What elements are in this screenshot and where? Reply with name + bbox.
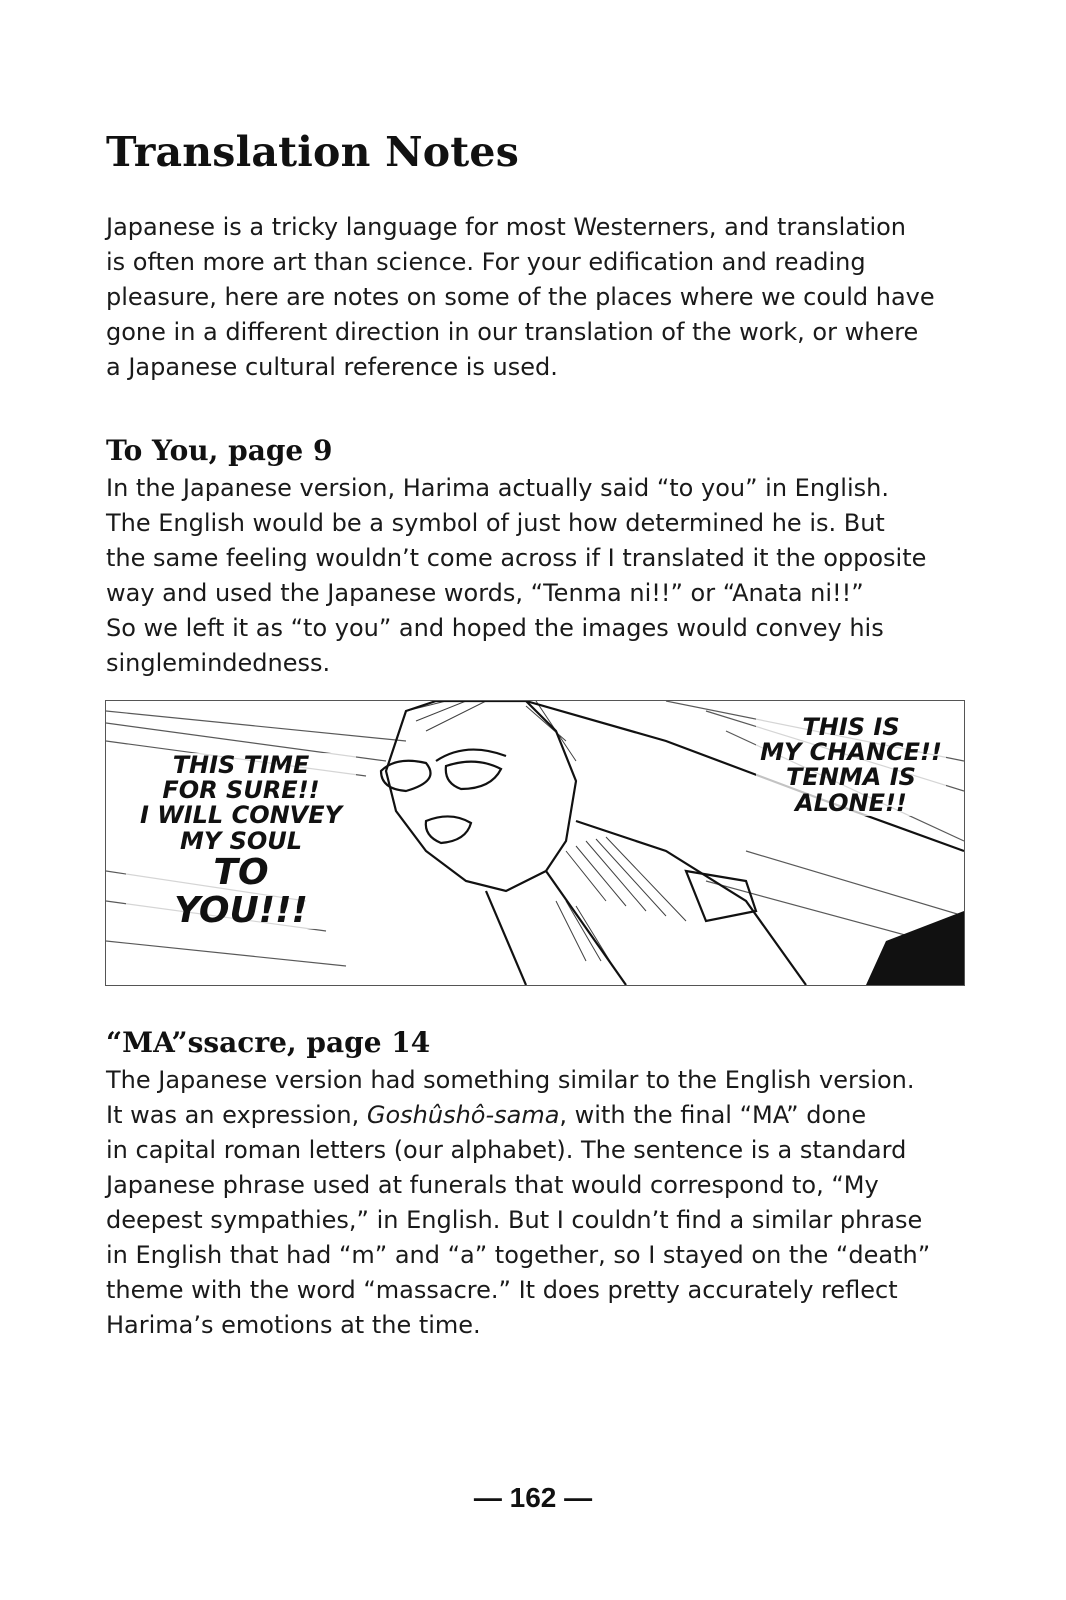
intro-line: Japanese is a tricky language for most Westerners, and translation (106, 213, 907, 241)
bubble-line: MY SOUL (179, 826, 303, 855)
right-speech-bubble (756, 715, 946, 816)
intro-line: a Japanese cultural reference is used. (106, 353, 558, 381)
note-line: In the Japanese version, Harima actually said “to you” in English. (106, 474, 889, 502)
intro-line: is often more art than science. For your edification and reading (106, 248, 866, 276)
bubble-line: I WILL CONVEY (139, 801, 343, 830)
note-line: singlemindedness. (106, 649, 331, 677)
intro-line: pleasure, here are notes on some of the places where we could have (106, 283, 935, 311)
note-text: It was an expression, (106, 1101, 367, 1129)
note-line: So we left it as “to you” and hoped the images would convey his (106, 614, 884, 642)
left-speech-bubble (126, 753, 356, 929)
note-body-to-you (106, 471, 986, 681)
note-line: way and used the Japanese words, “Tenma ni!!” or “Anata ni!!” (106, 579, 864, 607)
note-line: in capital roman letters (our alphabet). The sentence is a standard (106, 1136, 907, 1164)
bubble-line-emphasis: TO (213, 851, 269, 893)
note-line (106, 1098, 986, 1133)
note-line: Japanese phrase used at funerals that would correspond to, “My (106, 1171, 879, 1199)
bubble-line: MY CHANCE!! (760, 738, 942, 767)
note-heading-to-you: To You, page 9 (106, 434, 333, 467)
note-body-massacre (106, 1063, 986, 1343)
bubble-line: TENMA IS (786, 763, 916, 792)
note-line: Harima’s emotions at the time. (106, 1311, 481, 1339)
note-line: theme with the word “massacre.” It does pretty accurately reflect (106, 1276, 898, 1304)
note-line: The Japanese version had something similar to the English version. (106, 1066, 915, 1094)
note-italic-term: Goshûshô-sama (366, 1101, 560, 1129)
bubble-line: THIS TIME (172, 751, 310, 779)
intro-paragraph (106, 210, 986, 385)
page-title: Translation Notes (106, 128, 519, 176)
note-line: the same feeling wouldn’t come across if I translated it the opposite (106, 544, 927, 572)
intro-line: gone in a different direction in our translation of the work, or where (106, 318, 919, 346)
note-text: , with the final “MA” done (559, 1101, 867, 1129)
bubble-line: THIS IS (802, 713, 900, 741)
note-line: in English that had “m” and “a” together, so I stayed on the “death” (106, 1241, 931, 1269)
bubble-line: ALONE!! (795, 788, 907, 817)
page-number: — 162 — (473, 1482, 593, 1513)
bubble-line: FOR SURE!! (162, 776, 320, 805)
note-line: The English would be a symbol of just how determined he is. But (106, 509, 885, 537)
note-heading-massacre: “MA”ssacre, page 14 (106, 1026, 431, 1059)
manga-panel (105, 700, 965, 986)
note-line: deepest sympathies,” in English. But I couldn’t find a similar phrase (106, 1206, 923, 1234)
bubble-line-emphasis: YOU!!! (174, 889, 308, 931)
